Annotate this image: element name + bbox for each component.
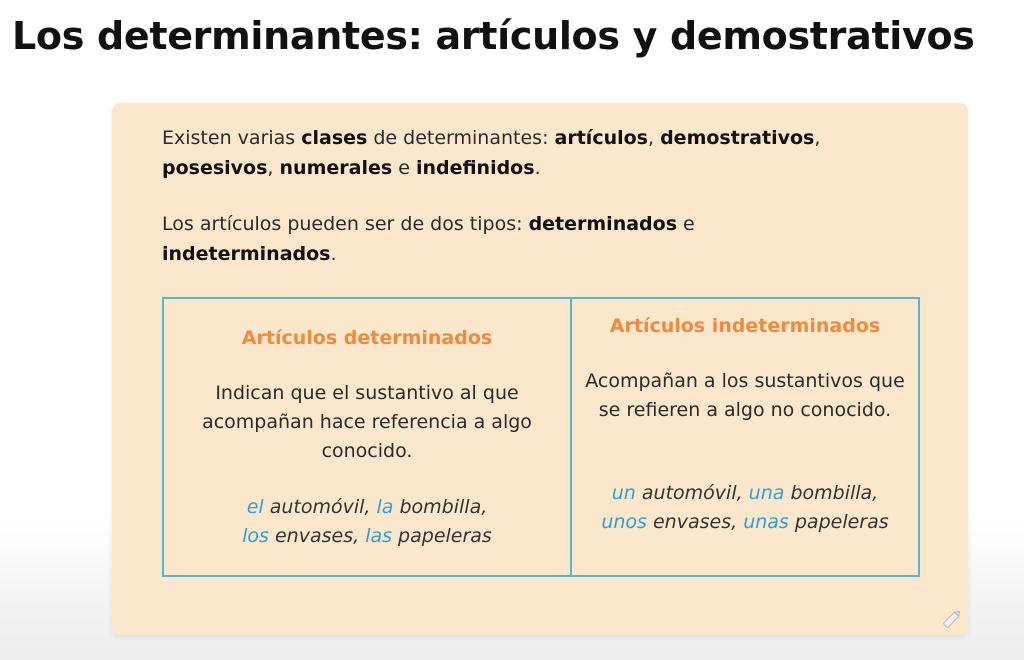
example-noun: bombilla, <box>784 482 879 504</box>
bold-term: indefinidos <box>415 157 535 179</box>
determinados-description: Indican que el sustantivo al que acompañan hace referencia a algo conocido. <box>202 382 532 462</box>
text-span: . <box>330 243 337 265</box>
example-noun: envases, <box>646 511 744 533</box>
determinados-column <box>164 299 572 575</box>
example-article: la <box>376 496 394 518</box>
determinados-heading: Artículos determinados <box>241 327 493 349</box>
text-span: , <box>814 127 821 149</box>
indeterminados-heading: Artículos indeterminados <box>609 315 881 337</box>
text-span: e <box>392 157 416 179</box>
text-span: e <box>677 213 695 235</box>
intro-paragraph-types <box>162 209 922 269</box>
example-noun: bombilla, <box>393 496 488 518</box>
bold-term: artículos <box>554 127 648 149</box>
example-article: unas <box>743 511 789 533</box>
example-article: las <box>365 525 393 547</box>
example-article: los <box>242 525 269 547</box>
bold-term: indeterminados <box>162 243 331 265</box>
text-span: , <box>267 157 280 179</box>
articles-comparison-table <box>162 297 920 577</box>
intro-paragraph-classes <box>162 123 922 183</box>
text-span: , <box>647 127 661 149</box>
determinados-examples <box>174 493 560 551</box>
example-noun: papeleras <box>788 511 889 533</box>
example-noun: envases, <box>268 525 366 547</box>
content-card <box>112 103 968 635</box>
text-span: de determinantes: <box>367 127 555 149</box>
example-noun: automóvil, <box>635 482 749 504</box>
indeterminados-column <box>572 299 918 575</box>
bold-term: demostrativos <box>660 127 815 149</box>
bold-term: posesivos <box>162 157 268 179</box>
page-title: Los determinantes: artículos y demostrativos <box>12 14 975 58</box>
pencil-icon[interactable] <box>938 607 964 633</box>
indeterminados-examples <box>582 479 908 537</box>
example-article: una <box>748 482 785 504</box>
text-span: Existen varias <box>162 127 302 149</box>
bold-term: numerales <box>279 157 393 179</box>
example-noun: papeleras <box>392 525 492 547</box>
example-article: un <box>611 482 636 504</box>
example-article: el <box>246 496 264 518</box>
text-span: Los artículos pueden ser de dos tipos: <box>162 213 529 235</box>
example-article: unos <box>601 511 647 533</box>
example-noun: automóvil, <box>263 496 377 518</box>
indeterminados-description: Acompañan a los sustantivos que se refieren a algo no conocido. <box>585 370 905 421</box>
bold-term: clases <box>301 127 368 149</box>
text-span: . <box>534 157 541 179</box>
bold-term: determinados <box>528 213 678 235</box>
